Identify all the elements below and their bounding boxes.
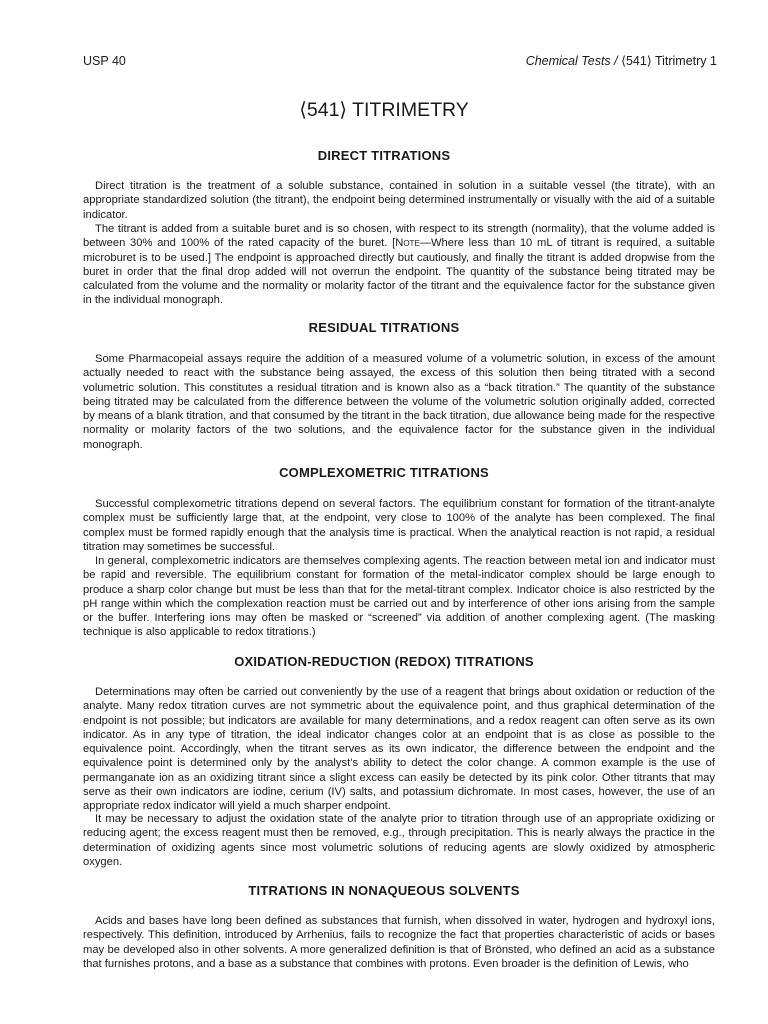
paragraph-redox-1: Determinations may often be carried out conveniently by the use of a reagent that brings about oxidation or reduction of the analyte. Many redox titration curves are not symmetric about the equivalence point, and thus graphical determination of the endpoint is not possible; but indicators are available for many determinations, and a redox reagent can often serve as its own indicator. As in any type of titration, the ideal indicator changes color at an endpoint that is as close as possible to the equivalence point. Accordingly, when the titrant serves as its own indicator, the difference between the endpoint and the equivalence point is determined only by the analyst’s ability to detect the color change. A common example is the use of permanganate ion as an oxidizing titrant since a slight excess can easily be detected by its pink color. Other titrants that may serve as their own indicators are iodine, cerium (IV) salts, and potassium dichromate. In most cases, however, the use of an appropriate redox indicator will yield a much sharper endpoint. (83, 686, 715, 813)
header-chapter-italic: Chemical Tests / (525, 54, 622, 68)
paragraph-direct-1: Direct titration is the treatment of a soluble substance, contained in solution in a suitable vessel (the titrate), with an appropriate standardized solution (the titrant), the endpoint being determined instrumentally or visually with the aid of a suitable indicator. (83, 180, 715, 221)
running-header (83, 53, 717, 69)
header-chapter-rest: ⟨541⟩ Titrimetry 1 (621, 54, 717, 68)
paragraph-nonaqueous-1: Acids and bases have long been defined as substances that furnish, when dissolved in water, hydrogen and hydroxyl ions, respectively. This definition, introduced by Arrhenius, fails to recognize the fact that properties characteristic of acids or bases may be developed also in other solvents. A more generalized definition is that of Brönsted, who defined an acid as a substance that furnishes protons, and a base as a substance that combines with protons. Even broader is the definition of Lewis, who (83, 915, 715, 970)
paragraph-direct-2 (83, 222, 715, 308)
heading-residual-titrations: RESIDUAL TITRATIONS (308, 320, 460, 335)
page-title: ⟨541⟩ TITRIMETRY (299, 99, 469, 121)
heading-direct-titrations: DIRECT TITRATIONS (317, 148, 451, 163)
paragraph-direct-2-part-b: —Where less than 10 mL of titrant is required, a suitable microburet is to be used.] The endpoint is approached directly but cautiously, and finally the titrant is added dropwise from the buret in order that the final drop added will not overrun the endpoint. The quantity of the substance being titrated may be calculated from the volume and the normality or molarity factor of the titrant and the equivalence factor for the substance given in the individual monograph. (83, 237, 715, 307)
paragraph-redox-2: It may be necessary to adjust the oxidation state of the analyte prior to titration through use of an appropriate oxidizing or reducing agent; the excess reagent must then be removed, e.g., through precipitation. This is nearly always the practice in the determination of oxidizing agents since most volumetric solutions of reducing agents are slowly oxidized by atmospheric oxygen. (83, 813, 715, 868)
paragraph-residual-1: Some Pharmacopeial assays require the addition of a measured volume of a volumetric solution, in excess of the amount actually needed to react with the substance being assayed, the excess of this solution then being titrated with a second volumetric solution. This constitutes a residual titration and is known also as a “back titration.” The quantity of the substance being titrated may be calculated from the difference between the volume of the volumetric solution originally added, corrected by means of a blank titration, and that consumed by the titrant in the back titration, due allowance being made for the respective normality or molarity factors of the two solutions, and the equivalence factor for the substance given in the individual monograph. (83, 353, 715, 451)
paragraph-direct-2-part-a: The titrant is added from a suitable buret and is so chosen, with respect to its strength (normality), that the volume added is between 30% and 100% of the rated capacity of the buret. [ (83, 223, 715, 250)
header-chapter (526, 53, 717, 69)
heading-nonaqueous-titrations: TITRATIONS IN NONAQUEOUS SOLVENTS (248, 883, 520, 898)
header-edition: USP 40 (83, 54, 126, 68)
note-label: Note (395, 237, 420, 250)
paragraph-complexometric-1: Successful complexometric titrations depend on several factors. The equilibrium constant for formation of the titrant-analyte complex must be sufficiently large that, at the endpoint, very close to 100% of the analyte has been complexed. The final complex must be formed rapidly enough that the analysis time is practical. When the analytical reaction is not rapid, a residual titration may sometimes be successful. (83, 498, 715, 553)
paragraph-complexometric-2: In general, complexometric indicators are themselves complexing agents. The reaction between metal ion and indicator must be rapid and reversible. The equilibrium constant for formation of the metal-indicator complex should be large enough to produce a sharp color change but must be less than that for the metal-titrant complex. Indicator choice is also restricted by the pH range within which the complexation reaction must be carried out and by interference of other ions arising from the sample or the buffer. Interfering ions may often be masked or “screened” via addition of another complexing agent. (The masking technique is also applicable to redox titrations.) (83, 555, 715, 639)
heading-complexometric-titrations: COMPLEXOMETRIC TITRATIONS (279, 465, 489, 480)
heading-redox-titrations: OXIDATION-REDUCTION (REDOX) TITRATIONS (234, 654, 534, 669)
